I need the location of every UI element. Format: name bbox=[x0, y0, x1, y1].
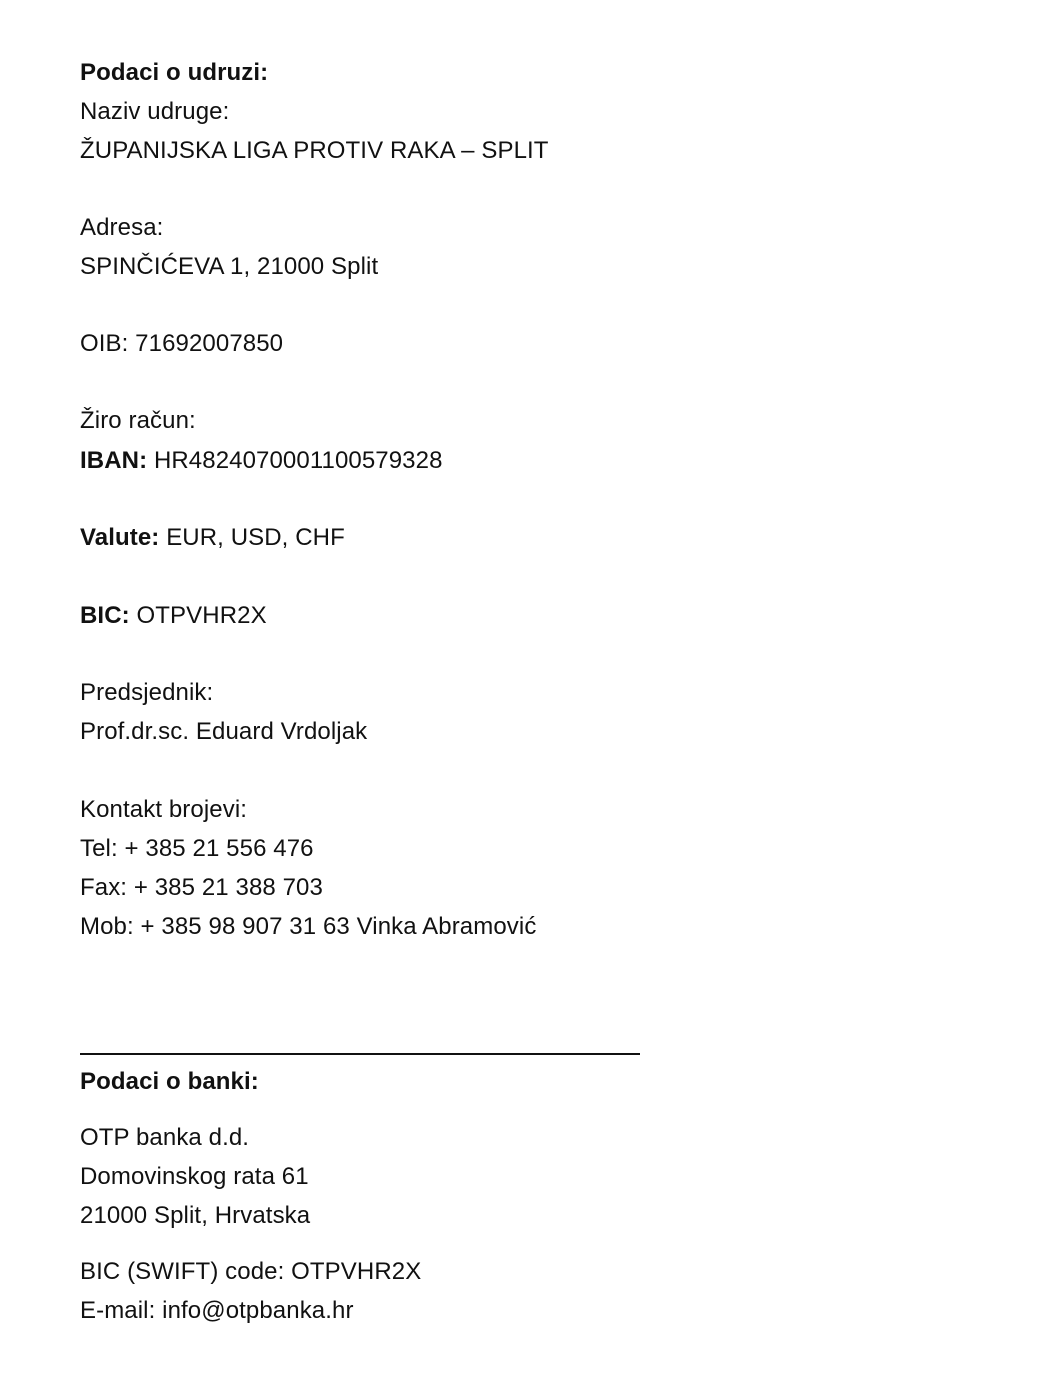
oib: OIB: 71692007850 bbox=[80, 330, 284, 357]
bic-value: OTPVHR2X bbox=[136, 602, 267, 629]
bank-city: 21000 Split, Hrvatska bbox=[80, 1202, 311, 1229]
president-label: Predsjednik: bbox=[80, 679, 214, 706]
bank-email: E-mail: info@otpbanka.hr bbox=[80, 1297, 354, 1324]
address-value: SPINČIĆEVA 1, 21000 Split bbox=[80, 253, 379, 280]
association-heading: Podaci o udruzi: bbox=[80, 59, 269, 86]
mob-number: Mob: + 385 98 907 31 63 Vinka Abramović bbox=[80, 913, 537, 940]
currencies-line bbox=[80, 523, 345, 553]
address-label: Adresa: bbox=[80, 214, 164, 241]
section-divider bbox=[80, 1053, 640, 1055]
account-label: Žiro račun: bbox=[80, 407, 196, 434]
bank-swift: BIC (SWIFT) code: OTPVHR2X bbox=[80, 1258, 422, 1285]
fax-number: Fax: + 385 21 388 703 bbox=[80, 874, 323, 901]
contacts-label: Kontakt brojevi: bbox=[80, 796, 248, 823]
president-value: Prof.dr.sc. Eduard Vrdoljak bbox=[80, 718, 368, 745]
bic-label: BIC: bbox=[80, 602, 130, 629]
bank-heading: Podaci o banki: bbox=[80, 1068, 259, 1095]
tel-number: Tel: + 385 21 556 476 bbox=[80, 835, 314, 862]
iban-label: IBAN: bbox=[80, 447, 148, 474]
bank-name: OTP banka d.d. bbox=[80, 1124, 250, 1151]
iban-value: HR4824070001100579328 bbox=[153, 447, 443, 474]
currencies-value: EUR, USD, CHF bbox=[166, 524, 345, 551]
bank-street: Domovinskog rata 61 bbox=[80, 1163, 309, 1190]
association-name-label: Naziv udruge: bbox=[80, 98, 230, 125]
association-name-value: ŽUPANIJSKA LIGA PROTIV RAKA – SPLIT bbox=[80, 137, 549, 164]
currencies-label: Valute: bbox=[80, 524, 160, 551]
iban-line bbox=[80, 446, 443, 476]
bic-line bbox=[80, 601, 267, 631]
